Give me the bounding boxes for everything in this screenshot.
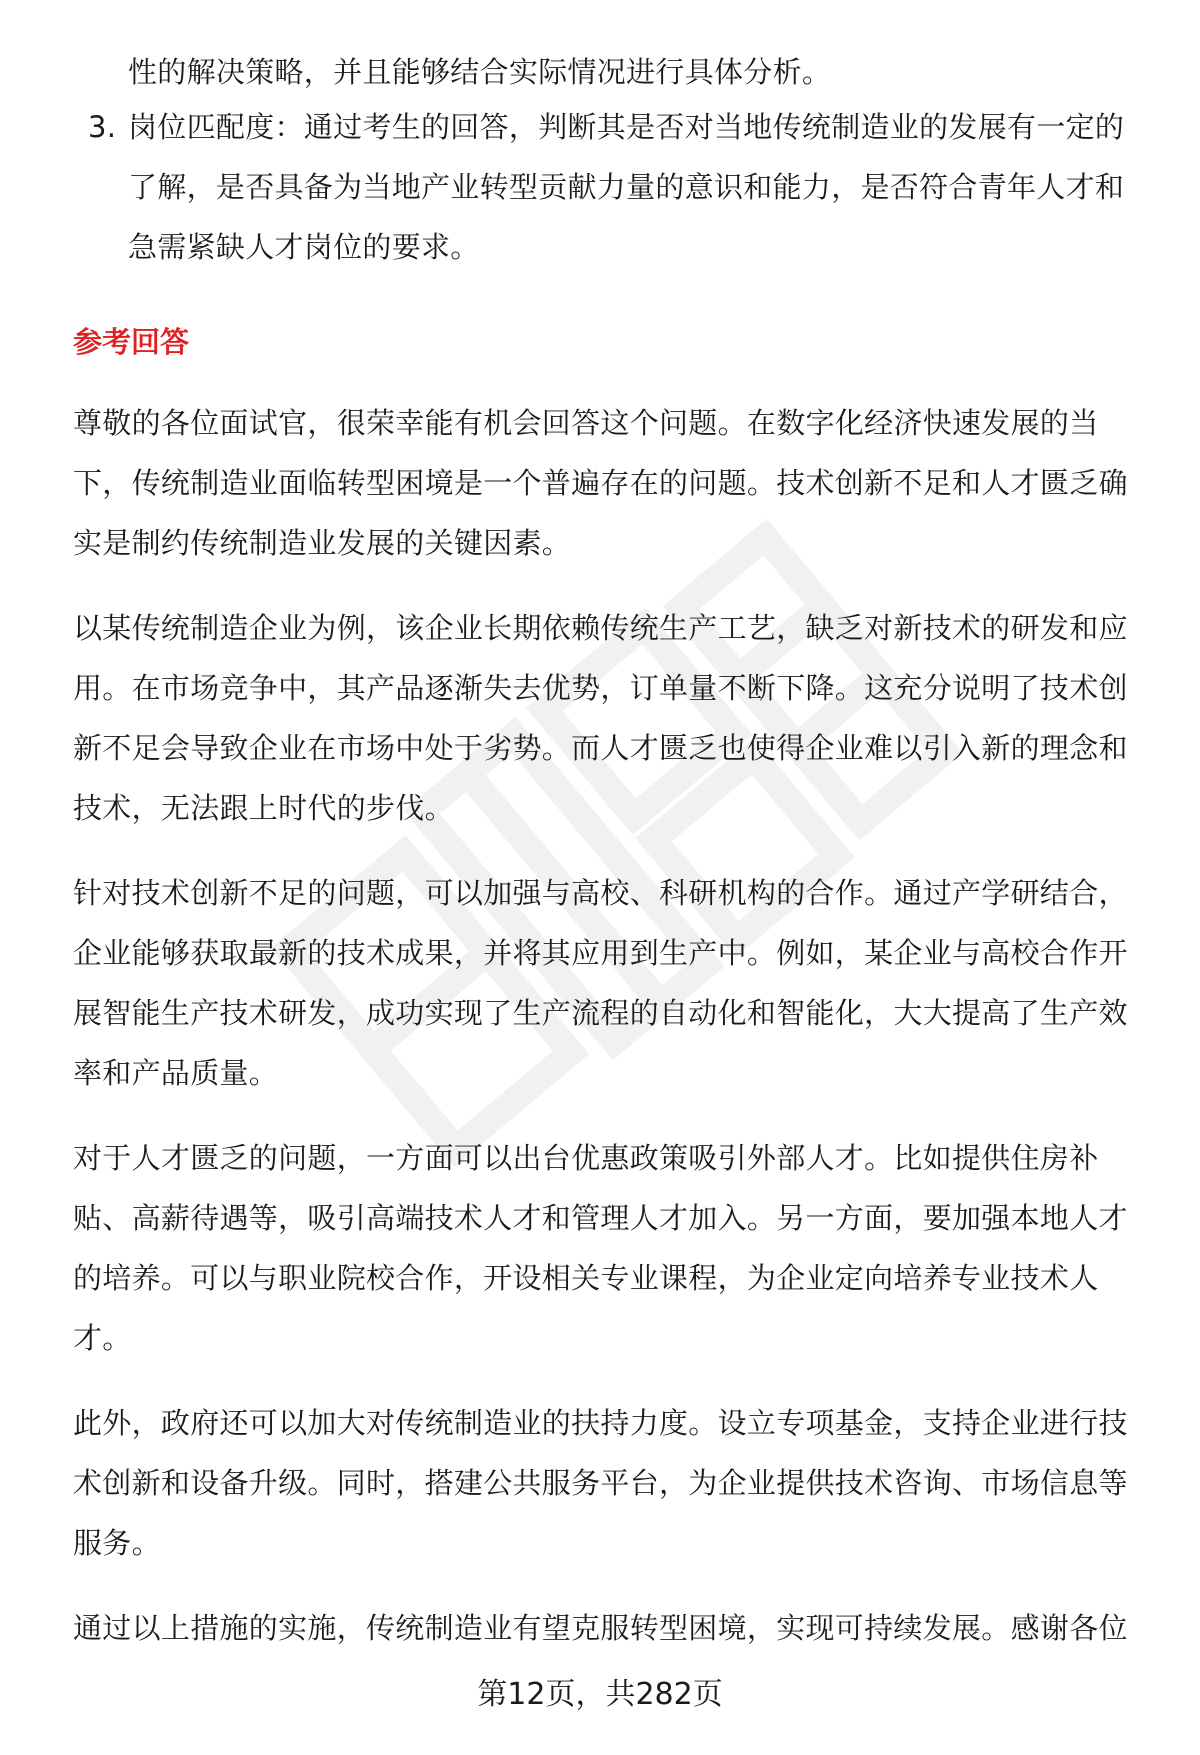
paragraph-line: 率和产品质量。	[73, 1056, 279, 1090]
paragraph-line: 针对技术创新不足的问题，可以加强与高校、科研机构的合作。通过产学研结合，	[73, 876, 1128, 910]
paragraph-line: 用。在市场竞争中，其产品逐渐失去优势，订单量不断下降。这充分说明了技术创	[73, 671, 1128, 705]
paragraph-line: 实是制约传统制造业发展的关键因素。	[73, 526, 572, 560]
paragraph-line: 贴、高薪待遇等，吸引高端技术人才和管理人才加入。另一方面，要加强本地人才	[73, 1201, 1128, 1235]
paragraph-line: 展智能生产技术研发，成功实现了生产流程的自动化和智能化，大大提高了生产效	[73, 996, 1128, 1030]
paragraph-1	[73, 393, 1148, 573]
paragraph-line: 通过以上措施的实施，传统制造业有望克服转型困境，实现可持续发展。感谢各位	[73, 1611, 1128, 1645]
list-item-line: 了解，是否具备为当地产业转型贡献力量的意识和能力，是否符合青年人才和	[128, 170, 1125, 204]
paragraph-2	[73, 598, 1148, 838]
page-number-footer: 第12页，共282页	[477, 1677, 723, 1712]
section-heading: 参考回答	[73, 325, 190, 359]
paragraph-line: 尊敬的各位面试官，很荣幸能有机会回答这个问题。在数字化经济快速发展的当	[73, 406, 1099, 440]
paragraph-line: 的培养。可以与职业院校合作，开设相关专业课程，为企业定向培养专业技术人	[73, 1261, 1099, 1295]
list-item-line: 岗位匹配度：通过考生的回答，判断其是否对当地传统制造业的发展有一定的	[128, 110, 1125, 144]
paragraph-line: 下，传统制造业面临转型困境是一个普遍存在的问题。技术创新不足和人才匮乏确	[73, 466, 1128, 500]
paragraph-line: 以某传统制造企业为例，该企业长期依赖传统生产工艺，缺乏对新技术的研发和应	[73, 611, 1128, 645]
paragraph-line: 技术，无法跟上时代的步伐。	[73, 791, 454, 825]
paragraph-line: 对于人才匮乏的问题，一方面可以出台优惠政策吸引外部人才。比如提供住房补	[73, 1141, 1099, 1175]
watermark-logo	[230, 470, 990, 1230]
list-item-number: 3.	[88, 110, 117, 144]
paragraph-line: 才。	[73, 1321, 132, 1355]
paragraph-line: 新不足会导致企业在市场中处于劣势。而人才匮乏也使得企业难以引入新的理念和	[73, 731, 1128, 765]
paragraph-line: 此外，政府还可以加大对传统制造业的扶持力度。设立专项基金，支持企业进行技	[73, 1406, 1128, 1440]
intro-block	[73, 42, 1148, 102]
paragraph-line: 企业能够获取最新的技术成果，并将其应用到生产中。例如，某企业与高校合作开	[73, 936, 1128, 970]
list-item-line: 急需紧缺人才岗位的要求。	[128, 230, 480, 264]
paragraph-line: 术创新和设备升级。同时，搭建公共服务平台，为企业提供技术咨询、市场信息等	[73, 1466, 1128, 1500]
paragraph-6	[73, 1598, 1148, 1658]
intro-line: 性的解决策略，并且能够结合实际情况进行具体分析。	[128, 55, 832, 89]
paragraph-3	[73, 863, 1148, 1103]
paragraph-4	[73, 1128, 1148, 1368]
paragraph-line: 服务。	[73, 1526, 161, 1560]
paragraph-5	[73, 1393, 1148, 1573]
list-item-3	[73, 97, 1148, 277]
